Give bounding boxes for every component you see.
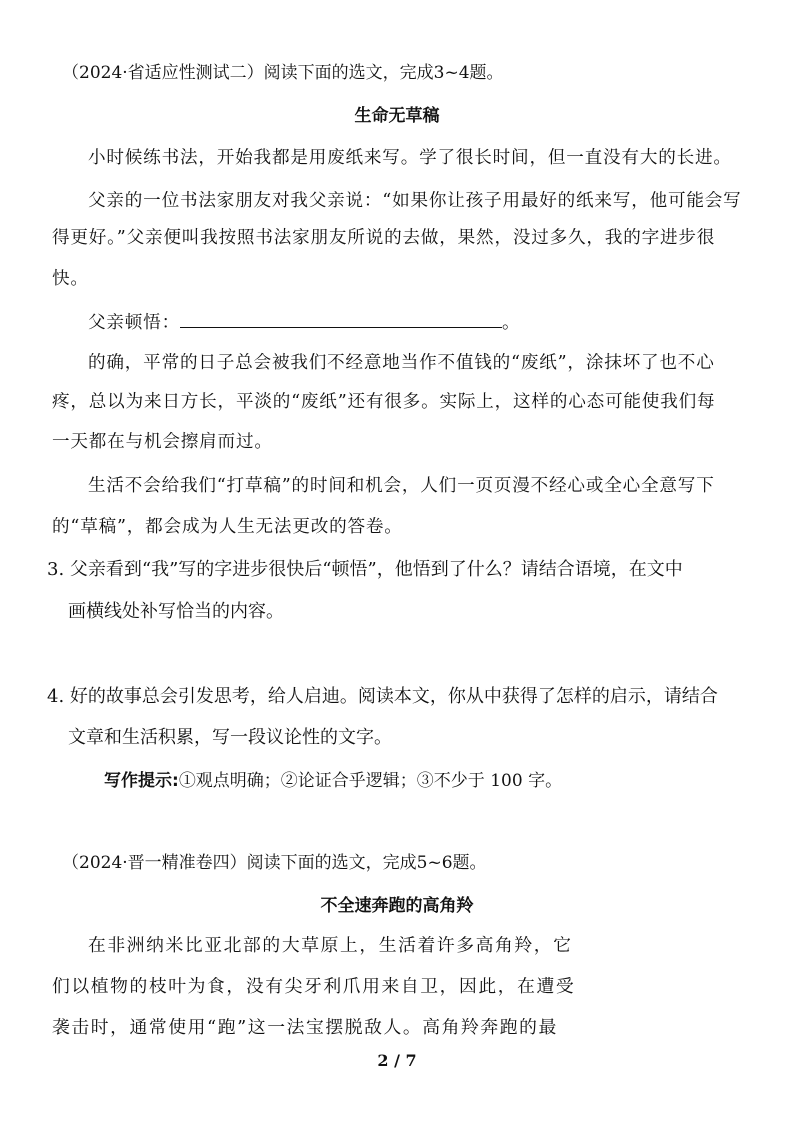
paragraph-line: 父亲的一位书法家朋友对我父亲说：“如果你让孩子用最好的纸来写，他可能会写 <box>88 191 742 211</box>
page-number: 2 / 7 <box>377 1051 417 1070</box>
paragraph-line: 的“草稿”，都会成为人生无法更改的答卷。 <box>52 517 403 537</box>
fill-in-suffix: 。 <box>501 313 521 333</box>
fill-in-prefix: 父亲顿悟： <box>88 313 180 333</box>
paragraph-line: 在非洲纳米比亚北部的大草原上，生活着许多高角羚，它 <box>88 935 573 956</box>
fill-in-line <box>88 309 520 334</box>
paragraph-line: 一天都在与机会擦肩而过。 <box>52 432 273 452</box>
question-4: 4. 好的故事总会引发思考，给人启迪。阅读本文，你从中获得了怎样的启示，请结合 <box>47 686 718 707</box>
passage-source: （2024·省适应性测试二）阅读下面的选文，完成3~4题。 <box>62 63 504 83</box>
question-3: 3. 父亲看到“我”写的字进步很快后“顿悟”，他悟到了什么？请结合语境，在文中 <box>47 559 683 580</box>
paragraph-line: 小时候练书法，开始我都是用废纸来写。学了很长时间，但一直没有大的长进。 <box>88 148 732 168</box>
paragraph-line: 快。 <box>52 269 89 289</box>
paragraph-line: 袭击时，通常使用“跑”这一法宝摆脱敌人。高角羚奔跑的最 <box>52 1017 558 1038</box>
paragraph-line: 得更好。”父亲便叫我按照书法家朋友所说的去做，果然，没过多久，我的字进步很 <box>52 228 716 248</box>
writing-tip-label: 写作提示: <box>104 771 179 791</box>
paragraph-line: 的确，平常的日子总会被我们不经意地当作不值钱的“废纸”，涂抹坏了也不心 <box>88 353 715 373</box>
writing-tip <box>104 766 562 791</box>
passage-title-2: 不全速奔跑的高角羚 <box>320 896 474 916</box>
paragraph-line: 疼，总以为来日方长，平淡的“废纸”还有很多。实际上，这样的心态可能使我们每 <box>52 392 716 412</box>
paragraph-line: 生活不会给我们“打草稿”的时间和机会，人们一页页漫不经心或全心全意写下 <box>88 476 715 496</box>
passage-title: 生命无草稿 <box>354 106 440 126</box>
question-3-cont: 画横线处补写恰当的内容。 <box>68 601 284 622</box>
passage-source-2: （2024·晋一精准卷四）阅读下面的选文，完成5~6题。 <box>62 853 487 873</box>
writing-tip-text: ①观点明确；②论证合乎逻辑；③不少于 100 字。 <box>178 771 563 791</box>
question-4-cont: 文章和生活积累，写一段议论性的文字。 <box>68 727 392 748</box>
answer-blank[interactable] <box>180 313 502 328</box>
paragraph-line: 们以植物的枝叶为食，没有尖牙利爪用来自卫，因此，在遭受 <box>52 976 576 997</box>
